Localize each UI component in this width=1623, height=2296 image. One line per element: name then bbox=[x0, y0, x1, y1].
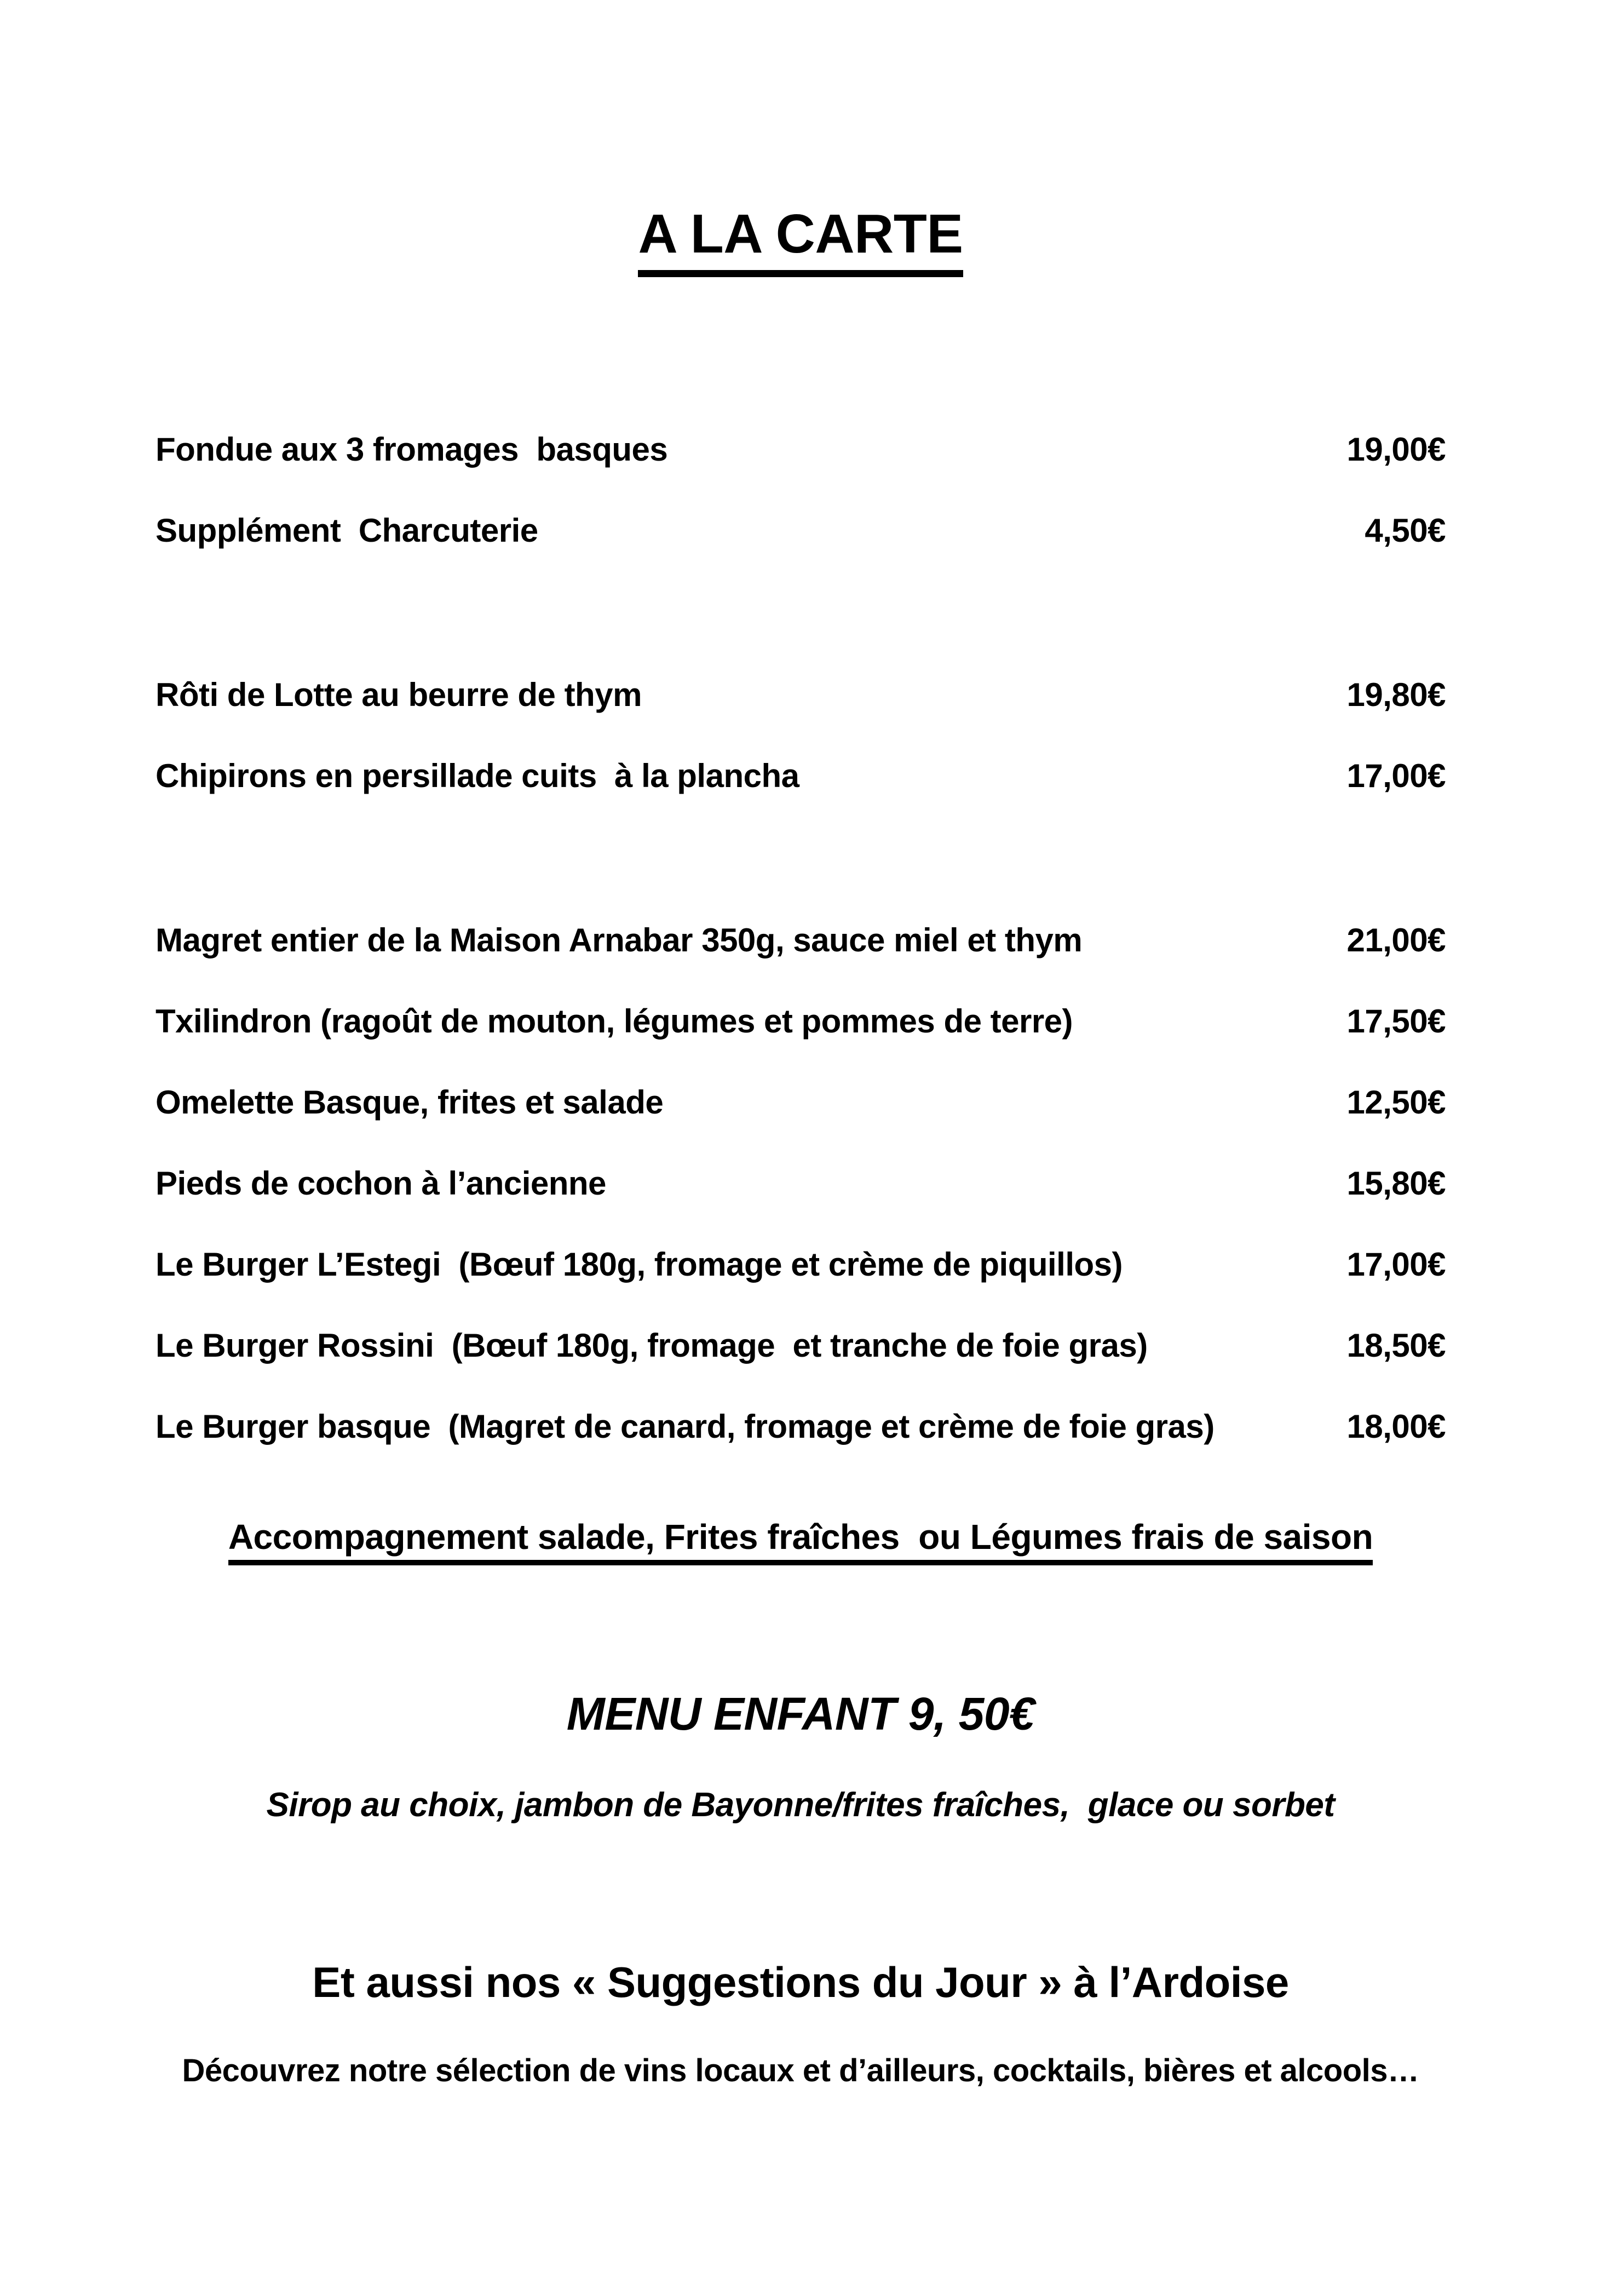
menu-item-name: Fondue aux 3 fromages basques bbox=[156, 431, 668, 468]
accompaniment-text: Accompagnement salade, Frites fraîches ou Légumes frais de saison bbox=[228, 1517, 1373, 1565]
page-title-text: A LA CARTE bbox=[638, 201, 963, 277]
menu-item-price: 19,00€ bbox=[1346, 431, 1446, 468]
menu-item-name: Pieds de cochon à l’ancienne bbox=[156, 1165, 606, 1202]
menu-item-price: 19,80€ bbox=[1346, 676, 1446, 713]
drinks-note: Découvrez notre sélection de vins locaux et d’ailleurs, cocktails, bières et alcools… bbox=[182, 2053, 1419, 2088]
menu-item-price: 15,80€ bbox=[1346, 1165, 1446, 1202]
page-title bbox=[156, 201, 1446, 277]
menu-item-price: 12,50€ bbox=[1346, 1084, 1446, 1121]
menu-section-starters bbox=[156, 409, 1446, 571]
accompaniment-heading bbox=[156, 1496, 1446, 1577]
menu-item-name: Txilindron (ragoût de mouton, légumes et pommes de terre) bbox=[156, 1003, 1073, 1040]
menu-item-row bbox=[156, 409, 1446, 490]
menu-item-price: 17,00€ bbox=[1346, 757, 1446, 794]
menu-item-price: 17,00€ bbox=[1346, 1246, 1446, 1283]
menu-item-name: Omelette Basque, frites et salade bbox=[156, 1084, 664, 1121]
menu-item-row bbox=[156, 655, 1446, 736]
menu-item-row bbox=[156, 900, 1446, 981]
menu-item-name: Le Burger L’Estegi (Bœuf 180g, fromage et crème de piquillos) bbox=[156, 1246, 1123, 1283]
menu-section-meat bbox=[156, 900, 1446, 1467]
menu-item-price: 4,50€ bbox=[1365, 512, 1446, 549]
menu-item-row bbox=[156, 981, 1446, 1062]
menu-item-name: Rôti de Lotte au beurre de thym bbox=[156, 676, 642, 713]
menu-section-fish bbox=[156, 655, 1446, 817]
menu-item-price: 17,50€ bbox=[1346, 1003, 1446, 1040]
menu-item-name: Le Burger Rossini (Bœuf 180g, fromage et tranche de foie gras) bbox=[156, 1327, 1148, 1364]
menu-item-row bbox=[156, 736, 1446, 817]
menu-item-name: Magret entier de la Maison Arnabar 350g, sauce miel et thym bbox=[156, 922, 1083, 958]
menu-item-name: Supplément Charcuterie bbox=[156, 512, 538, 549]
suggestions-heading: Et aussi nos « Suggestions du Jour » à l’Ardoise bbox=[312, 1958, 1289, 2006]
menu-item-price: 18,50€ bbox=[1346, 1327, 1446, 1364]
menu-item-row bbox=[156, 1062, 1446, 1143]
menu-item-name: Le Burger basque (Magret de canard, fromage et crème de foie gras) bbox=[156, 1408, 1215, 1445]
menu-item-price: 18,00€ bbox=[1346, 1408, 1446, 1445]
kids-menu-title: MENU ENFANT 9, 50€ bbox=[566, 1688, 1035, 1740]
menu-item-price: 21,00€ bbox=[1346, 922, 1446, 958]
menu-item-name: Chipirons en persillade cuits à la plancha bbox=[156, 757, 799, 794]
kids-menu-description: Sirop au choix, jambon de Bayonne/frites fraîches, glace ou sorbet bbox=[266, 1786, 1335, 1824]
menu-item-row bbox=[156, 1224, 1446, 1305]
menu-item-row bbox=[156, 490, 1446, 571]
menu-item-row bbox=[156, 1305, 1446, 1386]
menu-body bbox=[156, 409, 1446, 1467]
menu-item-row bbox=[156, 1386, 1446, 1467]
menu-item-row bbox=[156, 1143, 1446, 1224]
